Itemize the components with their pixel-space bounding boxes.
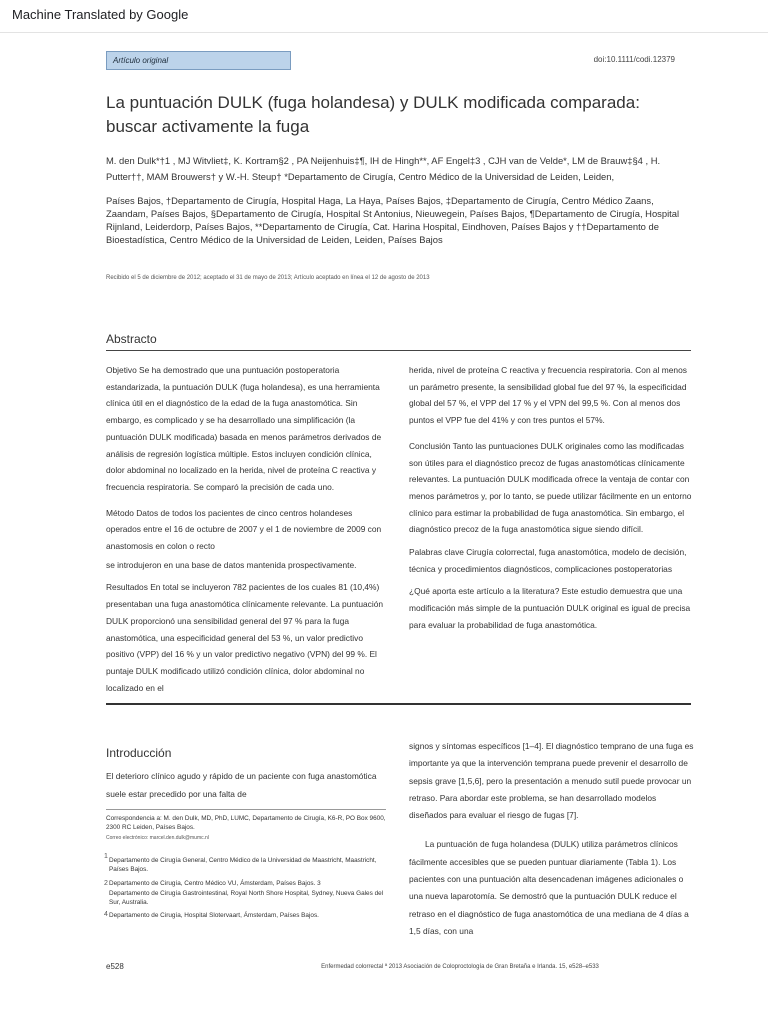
introduction-heading: Introducción: [106, 746, 172, 760]
article-type-label: Artículo original: [106, 51, 291, 70]
intro-left-text: El deterioro clínico agudo y rápido de un paciente con fuga anastomótica suele estar precedido por una falta de: [106, 771, 377, 799]
abstract-what-adds: ¿Qué aporta este artículo a la literatura? Este estudio demuestra que una modificación más simple de la puntuación DULK original es igual de precisa para evaluar la probabilidad de fuga anastomótica.: [409, 586, 691, 630]
footnote-list: [109, 856, 389, 920]
abstract-results: Resultados En total se incluyeron 782 pacientes de los cuales 81 (10,4%) presentaban una fuga anastomótica clínicamente relevante. La puntuación DULK proporcionó una sensibilidad general del 97 % para la fuga anastomótica, una especificidad general del 53 %, un valor predictivo positivo (VPP) del 16 % y un valor predictivo negativo (VPN) del 99 %. El puntaje DULK modificado utilizó condición clínica, dolor abdominal no localizado en el: [106, 582, 384, 693]
author-list: M. den Dulk*†1 , MJ Witvliet‡, K. Kortram§2 , PA Neijenhuis‡¶, IH de Hingh**, AF Engel‡3 , CJH van de Velde*, LM de Brauw‡§4 , H. Putter††, MAM Brouwers† y W.-H. Steup† *Departamento de Cirugía, Centro Médico de la Universidad de Leiden, Leiden,: [106, 155, 661, 182]
correspondence-text: Correspondencia a: M. den Dulk, MD, PhD, LUMC, Departamento de Cirugía, K6-R, PO Box 9600, 2300 RC Leiden, Países Bajos.: [106, 815, 386, 832]
abstract-right-column: [409, 362, 694, 634]
intro-paragraph: signos y síntomas específicos [1–4]. El diagnóstico temprano de una fuga es importante ya que la intervención temprana puede prevenir el desarrollo de sepsis grave [1,5,6], pero la presentación a menudo sutil puede provocar un retraso. Para abordar este problema, se han desarrollado modelos diseñados para evaluar el riesgo de fugas [7].: [409, 741, 694, 821]
footnote-marker: 1: [104, 853, 108, 860]
footnote-item: Departamento de Cirugía, Hospital Slotervaart, Ámsterdam, Países Bajos.: [109, 912, 319, 920]
page-number: e528: [106, 962, 124, 971]
received-dates: Recibido el 5 de diciembre de 2012; aceptado el 31 de mayo de 2013; Artículo aceptado en línea el 12 de agosto de 2013: [106, 275, 430, 281]
abstract-left-column: [106, 362, 386, 696]
translation-banner: [0, 0, 768, 33]
correspondence-note: [106, 814, 386, 844]
correspondence-email[interactable]: Correo electrónico: marcel.den.dulk@mumc.nl: [106, 835, 209, 842]
abstract-keywords: Palabras clave Cirugía colorrectal, fuga anastomótica, modelo de decisión, técnica y procedimientos diagnósticos, complicaciones postoperatorias: [409, 547, 687, 574]
abstract-method-cont: se introdujeron en una base de datos mantenida prospectivamente.: [106, 559, 357, 570]
abstract-heading: Abstracto: [106, 332, 157, 346]
abstract-method: Método Datos de todos los pacientes de cinco centros holandeses operados entre el 16 de octubre de 2007 y el 1 de noviembre de 2009 con anastomosis en colon o recto: [106, 507, 382, 552]
footnote-item: Departamento de Cirugía Gastrointestinal, Royal North Shore Hospital, Sydney, Nueva Gales del Sur, Australia.: [109, 889, 384, 906]
footnote-marker: 4: [104, 911, 108, 918]
affiliations: Países Bajos, †Departamento de Cirugía, Hospital Haga, La Haya, Países Bajos, ‡Departamento de Cirugía, Centro Médico Zaans, Zaandam, Países Bajos, §Departamento de Cirugía, Hospital St Antonius, Nieuwegein, Países Bajos, ¶Departamento de Cirugía, Hospital Rijnland, Leiderdorp, Países Bajos, **Departamento de Cirugía, Cat. Harina Hospital, Eindhoven, Países Bajos y ††Departamento de Bioestadística, Centro Médico de la Universidad de Leiden, Leiden, Países Bajos: [106, 195, 680, 245]
journal-footer: Enfermedad colorrectal ª 2013 Asociación de Coloproctología de Gran Bretaña e Irlanda. 15, e528–e533: [321, 964, 599, 970]
intro-paragraph: La puntuación de fuga holandesa (DULK) utiliza parámetros clínicos fácilmente accesibles que se pueden puntuar diariamente (Tabla 1). Los pacientes con una puntuación alta desencadenan imágenes adicionales o una nueva laparotomía. Se demostró que la puntuación DULK reduce el retraso en el diagnóstico de fuga anastomótica de una mediana de 4 días a 1,5 días, con una: [409, 839, 689, 936]
footnote-marker: 2: [104, 880, 108, 887]
abstract-conclusion: Conclusión Tanto las puntuaciones DULK originales como las modificadas son útiles para el diagnóstico precoz de fugas anastomóticas clínicamente relevantes. La puntuación DULK modificada ofrece la ventaja de contar con menos parámetros y, por lo tanto, se puede utilizar fácilmente en un entorno clínico para estimar la probabilidad de fuga anastomótica. Sin embargo, el diagnóstico precoz de la fuga anastomótica sigue siendo difícil.: [409, 440, 692, 535]
page-title: La puntuación DULK (fuga holandesa) y DULK modificada comparada: buscar activamente la fuga: [106, 93, 640, 136]
banner-text: Machine Translated by Google: [12, 7, 189, 22]
abstract-rule: [106, 350, 691, 351]
abstract-end-rule: [106, 703, 691, 705]
footnote-item: Departamento de Cirugía General, Centro Médico de la Universidad de Maastricht, Maastricht, Países Bajos.: [109, 857, 377, 874]
intro-right-column: [409, 738, 694, 940]
footnote-rule: [106, 809, 386, 810]
abstract-objective: Objetivo Se ha demostrado que una puntuación postoperatoria estandarizada, la puntuación DULK (fuga holandesa), es una herramienta clínica útil en el diagnóstico de la edad de la fuga anastomótica. Sin embargo, es complicado y se ha desarrollado una simplificación (la puntuación DULK modificada) basada en menos parámetros derivados de análisis de regresión logística múltiple. Estos incluyen condición clínica, dolor abdominal no localizado en la herida, nivel de proteína C reactiva y frecuencia respiratoria. Se comparó la precisión de cada uno.: [106, 365, 382, 492]
abstract-results-cont: herida, nivel de proteína C reactiva y frecuencia respiratoria. Con al menos un parámetro presente, la sensibilidad global fue del 97 %, la especificidad global del 57 %, el VPP del 17 % y el VPN del 99,5 %. Con al menos dos puntos el VPP fue del 41% y con tres puntos el 57%.: [409, 365, 687, 426]
doi[interactable]: doi:10.1111/codi.12379: [593, 55, 675, 64]
footnote-item: Departamento de Cirugía, Centro Médico VU, Ámsterdam, Países Bajos. 3: [109, 880, 321, 888]
